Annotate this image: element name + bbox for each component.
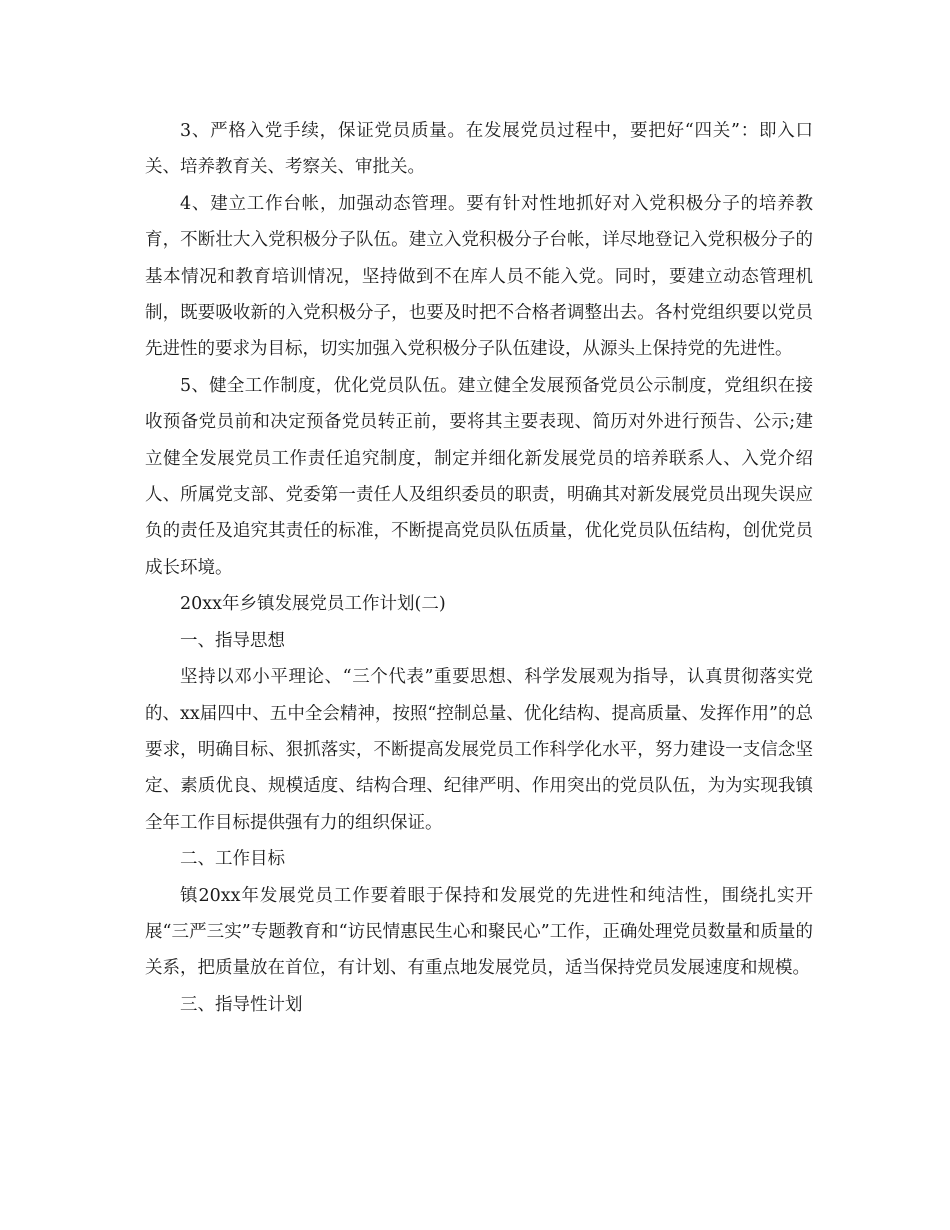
paragraph-guiding-ideology: 坚持以邓小平理论、“三个代表”重要思想、科学发展观为指导，认真贯彻落实党的、xx届四中、五中全会精神，按照“控制总量、优化结构、提高质量、发挥作用”的总要求，明确目标、狠抓落实，不断提高发展党员工作科学化水平，努力建设一支信念坚定、素质优良、规模适度、结构合理、纪律严明、作用突出的党员队伍，为为实现我镇全年工作目标提供强有力的组织保证。	[145, 667, 813, 833]
paragraph-item-3: 3、严格入党手续，保证党员质量。在发展党员过程中，要把好“四关”：即入口关、培养教育关、考察关、审批关。	[145, 121, 813, 178]
heading-work-goals: 二、工作目标	[180, 849, 285, 870]
paragraph-work-goals: 镇20xx年发展党员工作要着眼于保持和发展党的先进性和纯洁性，围绕扎实开展“三严三实”专题教育和“访民情惠民生心和聚民心”工作，正确处理党员数量和质量的关系，把质量放在首位，有计划、有重点地发展党员，适当保持党员发展速度和规模。	[145, 885, 813, 979]
document-body	[145, 113, 813, 1023]
paragraph-item-4: 4、建立工作台帐，加强动态管理。要有针对性地抓好对入党积极分子的培养教育，不断壮大入党积极分子队伍。建立入党积极分子台帐，详尽地登记入党积极分子的基本情况和教育培训情况，坚持做到不在库人员不能入党。同时，要建立动态管理机制，既要吸收新的入党积极分子，也要及时把不合格者调整出去。各村党组织要以党员先进性的要求为目标，切实加强入党积极分子队伍建设，从源头上保持党的先进性。	[145, 193, 813, 360]
heading-guiding-ideology: 一、指导思想	[180, 630, 285, 651]
heading-guiding-plan: 三、指导性计划	[180, 994, 303, 1015]
section-title-plan-two: 20xx年乡镇发展党员工作计划(二)	[180, 594, 446, 615]
paragraph-item-5: 5、健全工作制度，优化党员队伍。建立健全发展预备党员公示制度，党组织在接收预备党员前和决定预备党员转正前，要将其主要表现、简历对外进行预告、公示;建立健全发展党员工作责任追究制度，制定并细化新发展党员的培养联系人、入党介绍人、所属党支部、党委第一责任人及组织委员的职责，明确其对新发展党员出现失误应负的责任及追究其责任的标准，不断提高党员队伍质量，优化党员队伍结构，创优党员成长环境。	[145, 375, 813, 578]
